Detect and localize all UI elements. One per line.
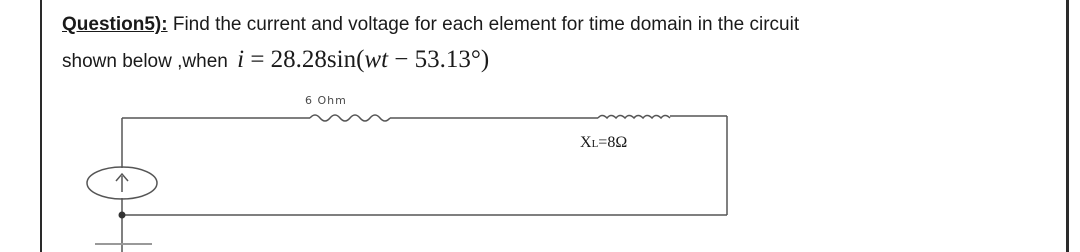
inductor-symbol bbox=[598, 116, 670, 119]
resistor-label: 6 Ohm bbox=[305, 94, 347, 107]
question-label: Question5): bbox=[62, 14, 168, 35]
resistor-symbol bbox=[310, 115, 390, 121]
inductor-label-prefix: X bbox=[580, 134, 592, 151]
inductor-label bbox=[580, 134, 627, 152]
equation-amplitude: = 28.28sin( bbox=[244, 46, 365, 73]
question-text: Find the current and voltage for each element for time domain in the circuit bbox=[172, 14, 800, 35]
current-source-icon bbox=[87, 167, 157, 199]
question-text-continued: shown below ,when bbox=[62, 51, 228, 72]
junction-dot bbox=[119, 212, 126, 219]
inductor-label-value: =8Ω bbox=[598, 134, 628, 151]
equation-phase: − 53.13°) bbox=[388, 46, 490, 73]
equation-variable: i bbox=[237, 46, 245, 73]
equation-wt: wt bbox=[364, 46, 389, 73]
inductor-label-subscript: L bbox=[591, 138, 599, 150]
